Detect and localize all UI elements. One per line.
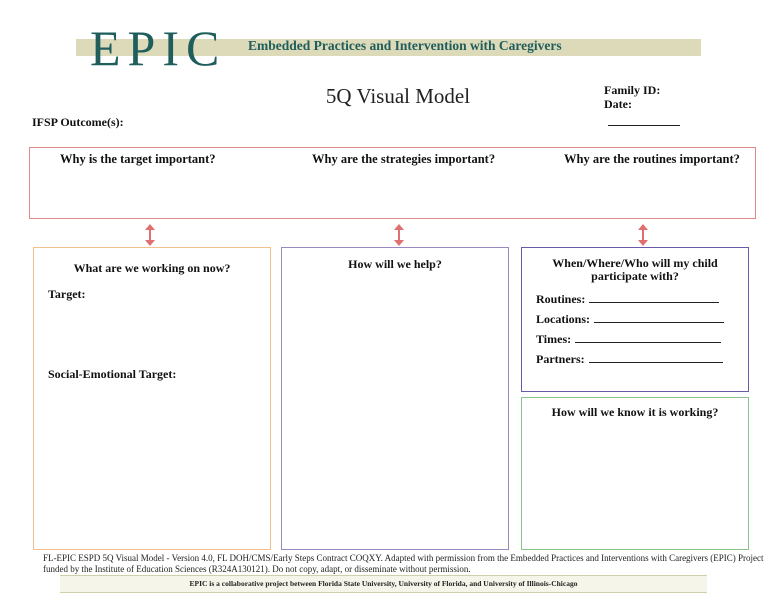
locations-field[interactable] — [594, 312, 724, 323]
date-field-line[interactable] — [608, 125, 680, 126]
family-id-label: Family ID: — [604, 83, 661, 97]
footer-text — [43, 553, 768, 575]
ifsp-outcome-label: IFSP Outcome(s): — [32, 115, 124, 129]
how-help-heading: How will we help? — [348, 257, 442, 271]
target-label: Target: — [48, 287, 86, 301]
when-where-who-heading — [522, 257, 748, 283]
locations-label: Locations: — [536, 312, 590, 326]
times-label: Times: — [536, 332, 572, 346]
footer-line1: FL-EPIC ESPD 5Q Visual Model - Version 4.0, FL DOH/CMS/Early Steps Contract COQXY. Adapted with permission from the Embedded Practices and Interventions with Caregivers (EPIC) Project — [43, 553, 764, 563]
routines-row — [536, 292, 719, 307]
double-arrow-icon — [144, 223, 156, 247]
how-know-heading: How will we know it is working? — [551, 405, 719, 419]
routines-importance-question: Why are the routines important? — [564, 152, 740, 166]
importance-box[interactable] — [29, 147, 756, 219]
double-arrow-icon — [637, 223, 649, 247]
how-help-box[interactable] — [281, 247, 509, 550]
epic-logo: EPIC — [90, 20, 227, 76]
routines-label: Routines: — [536, 292, 586, 306]
date-label: Date: — [604, 97, 632, 111]
strategies-importance-question: Why are the strategies important? — [312, 152, 496, 166]
partners-row — [536, 352, 723, 367]
page-title: 5Q Visual Model — [325, 84, 471, 108]
times-field[interactable] — [575, 332, 721, 343]
banner-text: Embedded Practices and Intervention with Caregivers — [248, 38, 562, 53]
partners-label: Partners: — [536, 352, 585, 366]
footer-bar-text: EPIC is a collaborative project between Florida State University, University of Florida, and University of Illinois-Chicago — [189, 579, 578, 588]
partners-field[interactable] — [589, 352, 723, 363]
locations-row — [536, 312, 724, 327]
working-on-heading: What are we working on now? — [73, 261, 231, 275]
times-row — [536, 332, 721, 347]
family-info — [604, 83, 660, 111]
double-arrow-icon — [393, 223, 405, 247]
target-importance-question: Why is the target important? — [60, 152, 216, 166]
when-where-who-heading-line2: participate with? — [591, 269, 679, 283]
working-on-box[interactable] — [33, 247, 271, 550]
routines-field[interactable] — [589, 292, 719, 303]
when-where-who-heading-line1: When/Where/Who will my child — [552, 256, 718, 270]
footer-line2: funded by the Institute of Education Sciences (R324A130121). Do not copy, adapt, or disseminate without permission. — [43, 564, 471, 574]
how-know-box[interactable] — [521, 397, 749, 550]
when-where-who-box[interactable] — [521, 247, 749, 392]
social-emotional-target-label: Social-Emotional Target: — [48, 367, 177, 381]
